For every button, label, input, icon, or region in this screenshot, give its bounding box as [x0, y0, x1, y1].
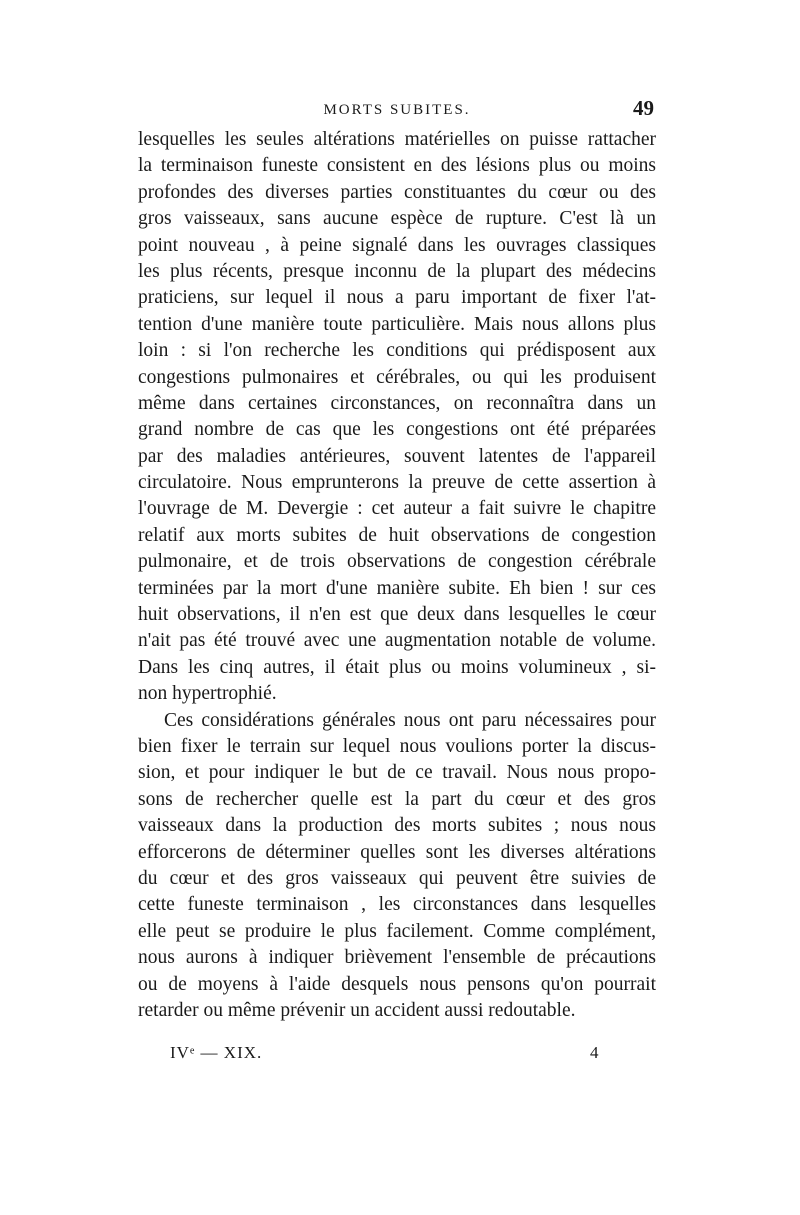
text-line: ou de moyens à l'aide desquels nous pensons qu'on pourrait — [138, 973, 656, 995]
text-line: sons de rechercher quelle est la part du cœur et des gros — [138, 788, 656, 810]
paragraph — [138, 708, 656, 1025]
text-line: relatif aux morts subites de huit observations de congestion — [138, 524, 656, 546]
text-line: sion, et pour indiquer le but de ce travail. Nous nous propo- — [138, 762, 656, 784]
text-line: même dans certaines circonstances, on reconnaîtra dans un — [138, 392, 656, 414]
text-line: cette funeste terminaison , les circonstances dans lesquelles — [138, 894, 656, 916]
body-text — [138, 127, 656, 1024]
text-line: huit observations, il n'en est que deux dans lesquelles le cœur — [138, 604, 656, 626]
text-line: point nouveau , à peine signalé dans les ouvrages classiques — [138, 234, 656, 256]
page-number: 49 — [633, 96, 654, 120]
text-line: lesquelles les seules altérations matérielles on puisse rattacher — [138, 129, 656, 150]
running-title: MORTS SUBITES. — [323, 102, 471, 118]
text-line: Dans les cinq autres, il était plus ou moins volumineux , si- — [138, 656, 656, 678]
text-line: elle peut se produire le plus facilement. Comme complément, — [138, 920, 656, 942]
text-line: pulmonaire, et de trois observations de congestion cérébrale — [138, 551, 656, 573]
text-line: non hypertrophié. — [138, 683, 277, 705]
text-line: n'ait pas été trouvé avec une augmentation notable de volume. — [138, 630, 656, 652]
text-line: par des maladies antérieures, souvent latentes de l'appareil — [138, 445, 656, 467]
text-line: gros vaisseaux, sans aucune espèce de rupture. C'est là un — [138, 208, 656, 230]
text-line: bien fixer le terrain sur lequel nous voulions porter la discus- — [138, 735, 656, 757]
text-line: vaisseaux dans la production des morts subites ; nous nous — [138, 815, 656, 837]
text-line: Ces considérations générales nous ont paru nécessaires pour — [164, 709, 656, 731]
text-line: l'ouvrage de M. Devergie : cet auteur a fait suivre le chapitre — [138, 498, 656, 520]
text-line: retarder ou même prévenir un accident aussi redoutable. — [138, 999, 576, 1021]
text-line: praticiens, sur lequel il nous a paru important de fixer l'at- — [138, 287, 656, 309]
text-line: circulatoire. Nous emprunterons la preuve de cette assertion à — [138, 472, 656, 494]
signature-mark: IVᵉ — XIX. — [170, 1043, 263, 1062]
text-line: congestions pulmonaires et cérébrales, ou qui les produisent — [138, 366, 656, 388]
signature-number: 4 — [590, 1043, 599, 1062]
text-line: les plus récents, presque inconnu de la plupart des médecins — [138, 260, 656, 282]
text-line: efforcerons de déterminer quelles sont les diverses altérations — [138, 841, 656, 863]
printer-signature — [138, 1043, 656, 1069]
paragraph — [138, 127, 656, 708]
text-line: terminées par la mort d'une manière subite. Eh bien ! sur ces — [138, 577, 656, 599]
text-line: tention d'une manière toute particulière. Mais nous allons plus — [138, 313, 656, 335]
text-line: nous aurons à indiquer brièvement l'ensemble de précautions — [138, 947, 656, 969]
text-line: profondes des diverses parties constituantes du cœur ou des — [138, 181, 656, 203]
text-line: grand nombre de cas que les congestions ont été préparées — [138, 419, 656, 441]
text-line: du cœur et des gros vaisseaux qui peuvent être suivies de — [138, 867, 656, 889]
text-line: loin : si l'on recherche les conditions qui prédisposent aux — [138, 340, 656, 362]
running-head — [138, 96, 656, 126]
text-line: la terminaison funeste consistent en des lésions plus ou moins — [138, 155, 656, 177]
